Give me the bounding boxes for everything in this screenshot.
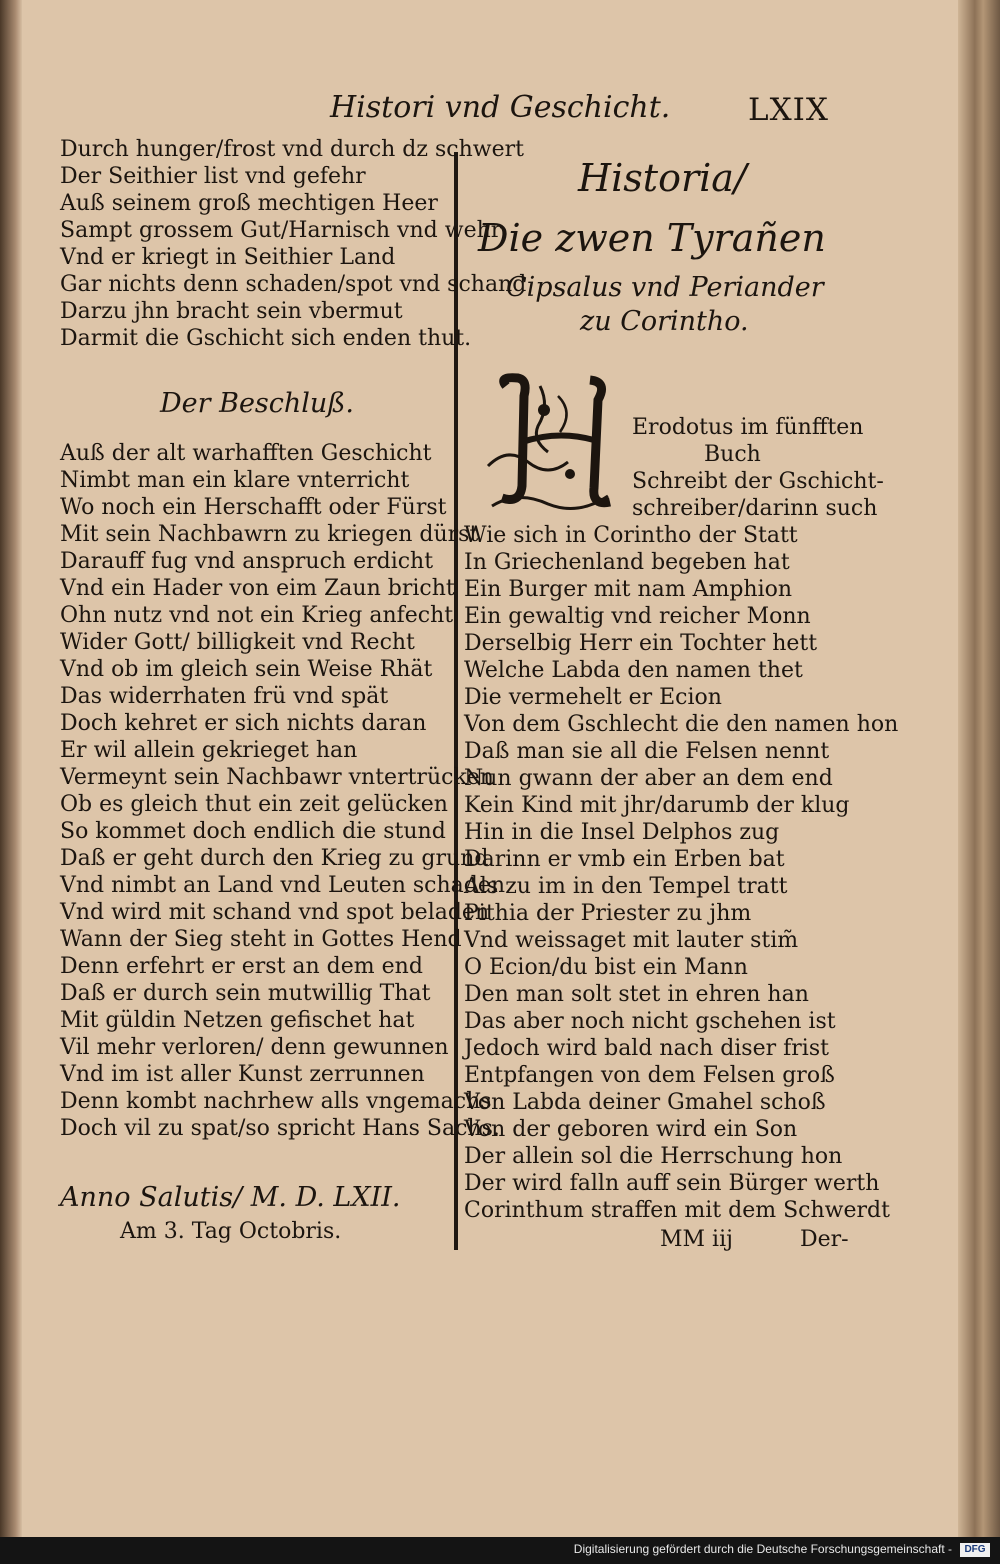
verse-line: Darinn er vmb ein Erben bat xyxy=(464,847,785,872)
verse-line: Darzu jhn bracht sein vbermut xyxy=(60,299,403,324)
running-head: Histori vnd Geschicht. xyxy=(330,90,671,125)
verse-line: Der Seithier list vnd gefehr xyxy=(60,164,366,189)
catchword: Der- xyxy=(800,1227,849,1252)
verse-line: Daß man sie all die Felsen nennt xyxy=(464,739,830,764)
verse-line: Wann der Sieg steht in Gottes Hend xyxy=(60,927,462,952)
verse-line: Nimbt man ein klare vnterricht xyxy=(60,468,410,493)
decorated-initial-H xyxy=(478,366,628,516)
verse-line: Darmit die Gschicht sich enden thut. xyxy=(60,326,472,351)
verse-line: Wo noch ein Herschafft oder Fürst xyxy=(60,495,447,520)
gutter-shadow xyxy=(0,0,22,1537)
verse-line: schreiber/darinn such xyxy=(632,496,878,521)
verse-line: Kein Kind mit jhr/darumb der klug xyxy=(464,793,850,818)
verse-line: Durch hunger/frost vnd durch dz schwert xyxy=(60,137,524,162)
page-edge xyxy=(958,0,1000,1537)
dfg-logo: DFG xyxy=(960,1543,990,1557)
verse-line: Gar nichts denn schaden/spot vnd schand xyxy=(60,272,527,297)
footer-bar xyxy=(0,1537,1000,1564)
subtitle-line-1: Cipsalus vnd Periander xyxy=(506,272,824,303)
colophon-day: Am 3. Tag Octobris. xyxy=(120,1219,342,1244)
verse-line: Daß er geht durch den Krieg zu grund xyxy=(60,846,489,871)
verse-line: Vermeynt sein Nachbawr vntertrücken xyxy=(60,765,494,790)
verse-line: Von Labda deiner Gmahel schoß xyxy=(464,1090,826,1115)
title-line-1: Historia/ xyxy=(578,156,747,200)
verse-line: Vnd nimbt an Land vnd Leuten schaden xyxy=(60,873,506,898)
verse-line: Vil mehr verloren/ denn gewunnen xyxy=(60,1035,449,1060)
verse-line: O Ecion/du bist ein Mann xyxy=(464,955,748,980)
verse-line: Das aber noch nicht gschehen ist xyxy=(464,1009,836,1034)
verse-line: Vnd im ist aller Kunst zerrunnen xyxy=(60,1062,425,1087)
verse-line: Vnd ein Hader von eim Zaun bricht xyxy=(60,576,455,601)
verse-line: Vnd wird mit schand vnd spot beladen xyxy=(60,900,490,925)
verse-line: In Griechenland begeben hat xyxy=(464,550,790,575)
verse-line: Er wil allein gekrieget han xyxy=(60,738,358,763)
colophon-date: Anno Salutis/ M. D. LXII. xyxy=(60,1182,401,1213)
verse-line: Ein Burger mit nam Amphion xyxy=(464,577,793,602)
verse-line: Doch kehret er sich nichts daran xyxy=(60,711,427,736)
verse-line: Die vermehelt er Ecion xyxy=(464,685,722,710)
subtitle-line-2: zu Corintho. xyxy=(580,306,749,337)
verse-line: Vnd ob im gleich sein Weise Rhät xyxy=(60,657,433,682)
verse-line: Das widerrhaten frü vnd spät xyxy=(60,684,389,709)
verse-line: Mit sein Nachbawrn zu kriegen dürst xyxy=(60,522,479,547)
verse-line: Denn kombt nachrhew alls vngemachs xyxy=(60,1089,492,1114)
verse-line: Derselbig Herr ein Tochter hett xyxy=(464,631,818,656)
verse-line: Von dem Gschlecht die den namen hon xyxy=(464,712,899,737)
verse-line: Denn erfehrt er erst an dem end xyxy=(60,954,423,979)
verse-line: Buch xyxy=(704,442,761,467)
verse-line: Der allein sol die Herrschung hon xyxy=(464,1144,843,1169)
verse-line: Corinthum straffen mit dem Schwerdt xyxy=(464,1198,890,1223)
verse-line: Welche Labda den namen thet xyxy=(464,658,803,683)
funding-credit: Digitalisierung gefördert durch die Deutsche Forschungsgemeinschaft - xyxy=(573,1542,952,1556)
verse-line: Pithia der Priester zu jhm xyxy=(464,901,752,926)
verse-line: Auß der alt warhafften Geschicht xyxy=(60,441,432,466)
verse-line: Auß seinem groß mechtigen Heer xyxy=(60,191,438,216)
folio-number: LXIX xyxy=(748,92,829,128)
initial-ornament-icon xyxy=(478,366,628,516)
verse-line: Hin in die Insel Delphos zug xyxy=(464,820,780,845)
verse-line: Von der geboren wird ein Son xyxy=(464,1117,798,1142)
verse-line: Entpfangen von dem Felsen groß xyxy=(464,1063,835,1088)
verse-line: Ein gewaltig vnd reicher Monn xyxy=(464,604,811,629)
verse-line: Wie sich in Corintho der Statt xyxy=(464,523,798,548)
verse-line: Sampt grossem Gut/Harnisch vnd wehr xyxy=(60,218,502,243)
signature-mark: MM iij xyxy=(660,1227,733,1252)
column-rule xyxy=(454,152,458,1250)
verse-line: Den man solt stet in ehren han xyxy=(464,982,809,1007)
verse-line: Ob es gleich thut ein zeit gelücken xyxy=(60,792,448,817)
verse-line: Vnd weissaget mit lauter stim̃ xyxy=(464,928,799,953)
verse-line: Doch vil zu spat/so spricht Hans Sachs. xyxy=(60,1116,500,1141)
verse-line: Schreibt der Gschicht- xyxy=(632,469,884,494)
verse-line: Darauff fug vnd anspruch erdicht xyxy=(60,549,434,574)
verse-line: Mit güldin Netzen gefischet hat xyxy=(60,1008,415,1033)
verse-line: Nun gwann der aber an dem end xyxy=(464,766,833,791)
verse-line: Als zu im in den Tempel tratt xyxy=(464,874,788,899)
verse-line: Daß er durch sein mutwillig That xyxy=(60,981,431,1006)
verse-line: Wider Gott/ billigkeit vnd Recht xyxy=(60,630,415,655)
verse-line: Jedoch wird bald nach diser frist xyxy=(464,1036,829,1061)
verse-line: Der wird falln auff sein Bürger werth xyxy=(464,1171,880,1196)
verse-line: Ohn nutz vnd not ein Krieg anfecht xyxy=(60,603,454,628)
verse-line: So kommet doch endlich die stund xyxy=(60,819,446,844)
section-heading: Der Beschluß. xyxy=(160,388,354,419)
verse-line: Vnd er kriegt in Seithier Land xyxy=(60,245,396,270)
title-line-2: Die zwen Tyrañen xyxy=(478,216,826,260)
verse-line: Erodotus im fünfften xyxy=(632,415,864,440)
